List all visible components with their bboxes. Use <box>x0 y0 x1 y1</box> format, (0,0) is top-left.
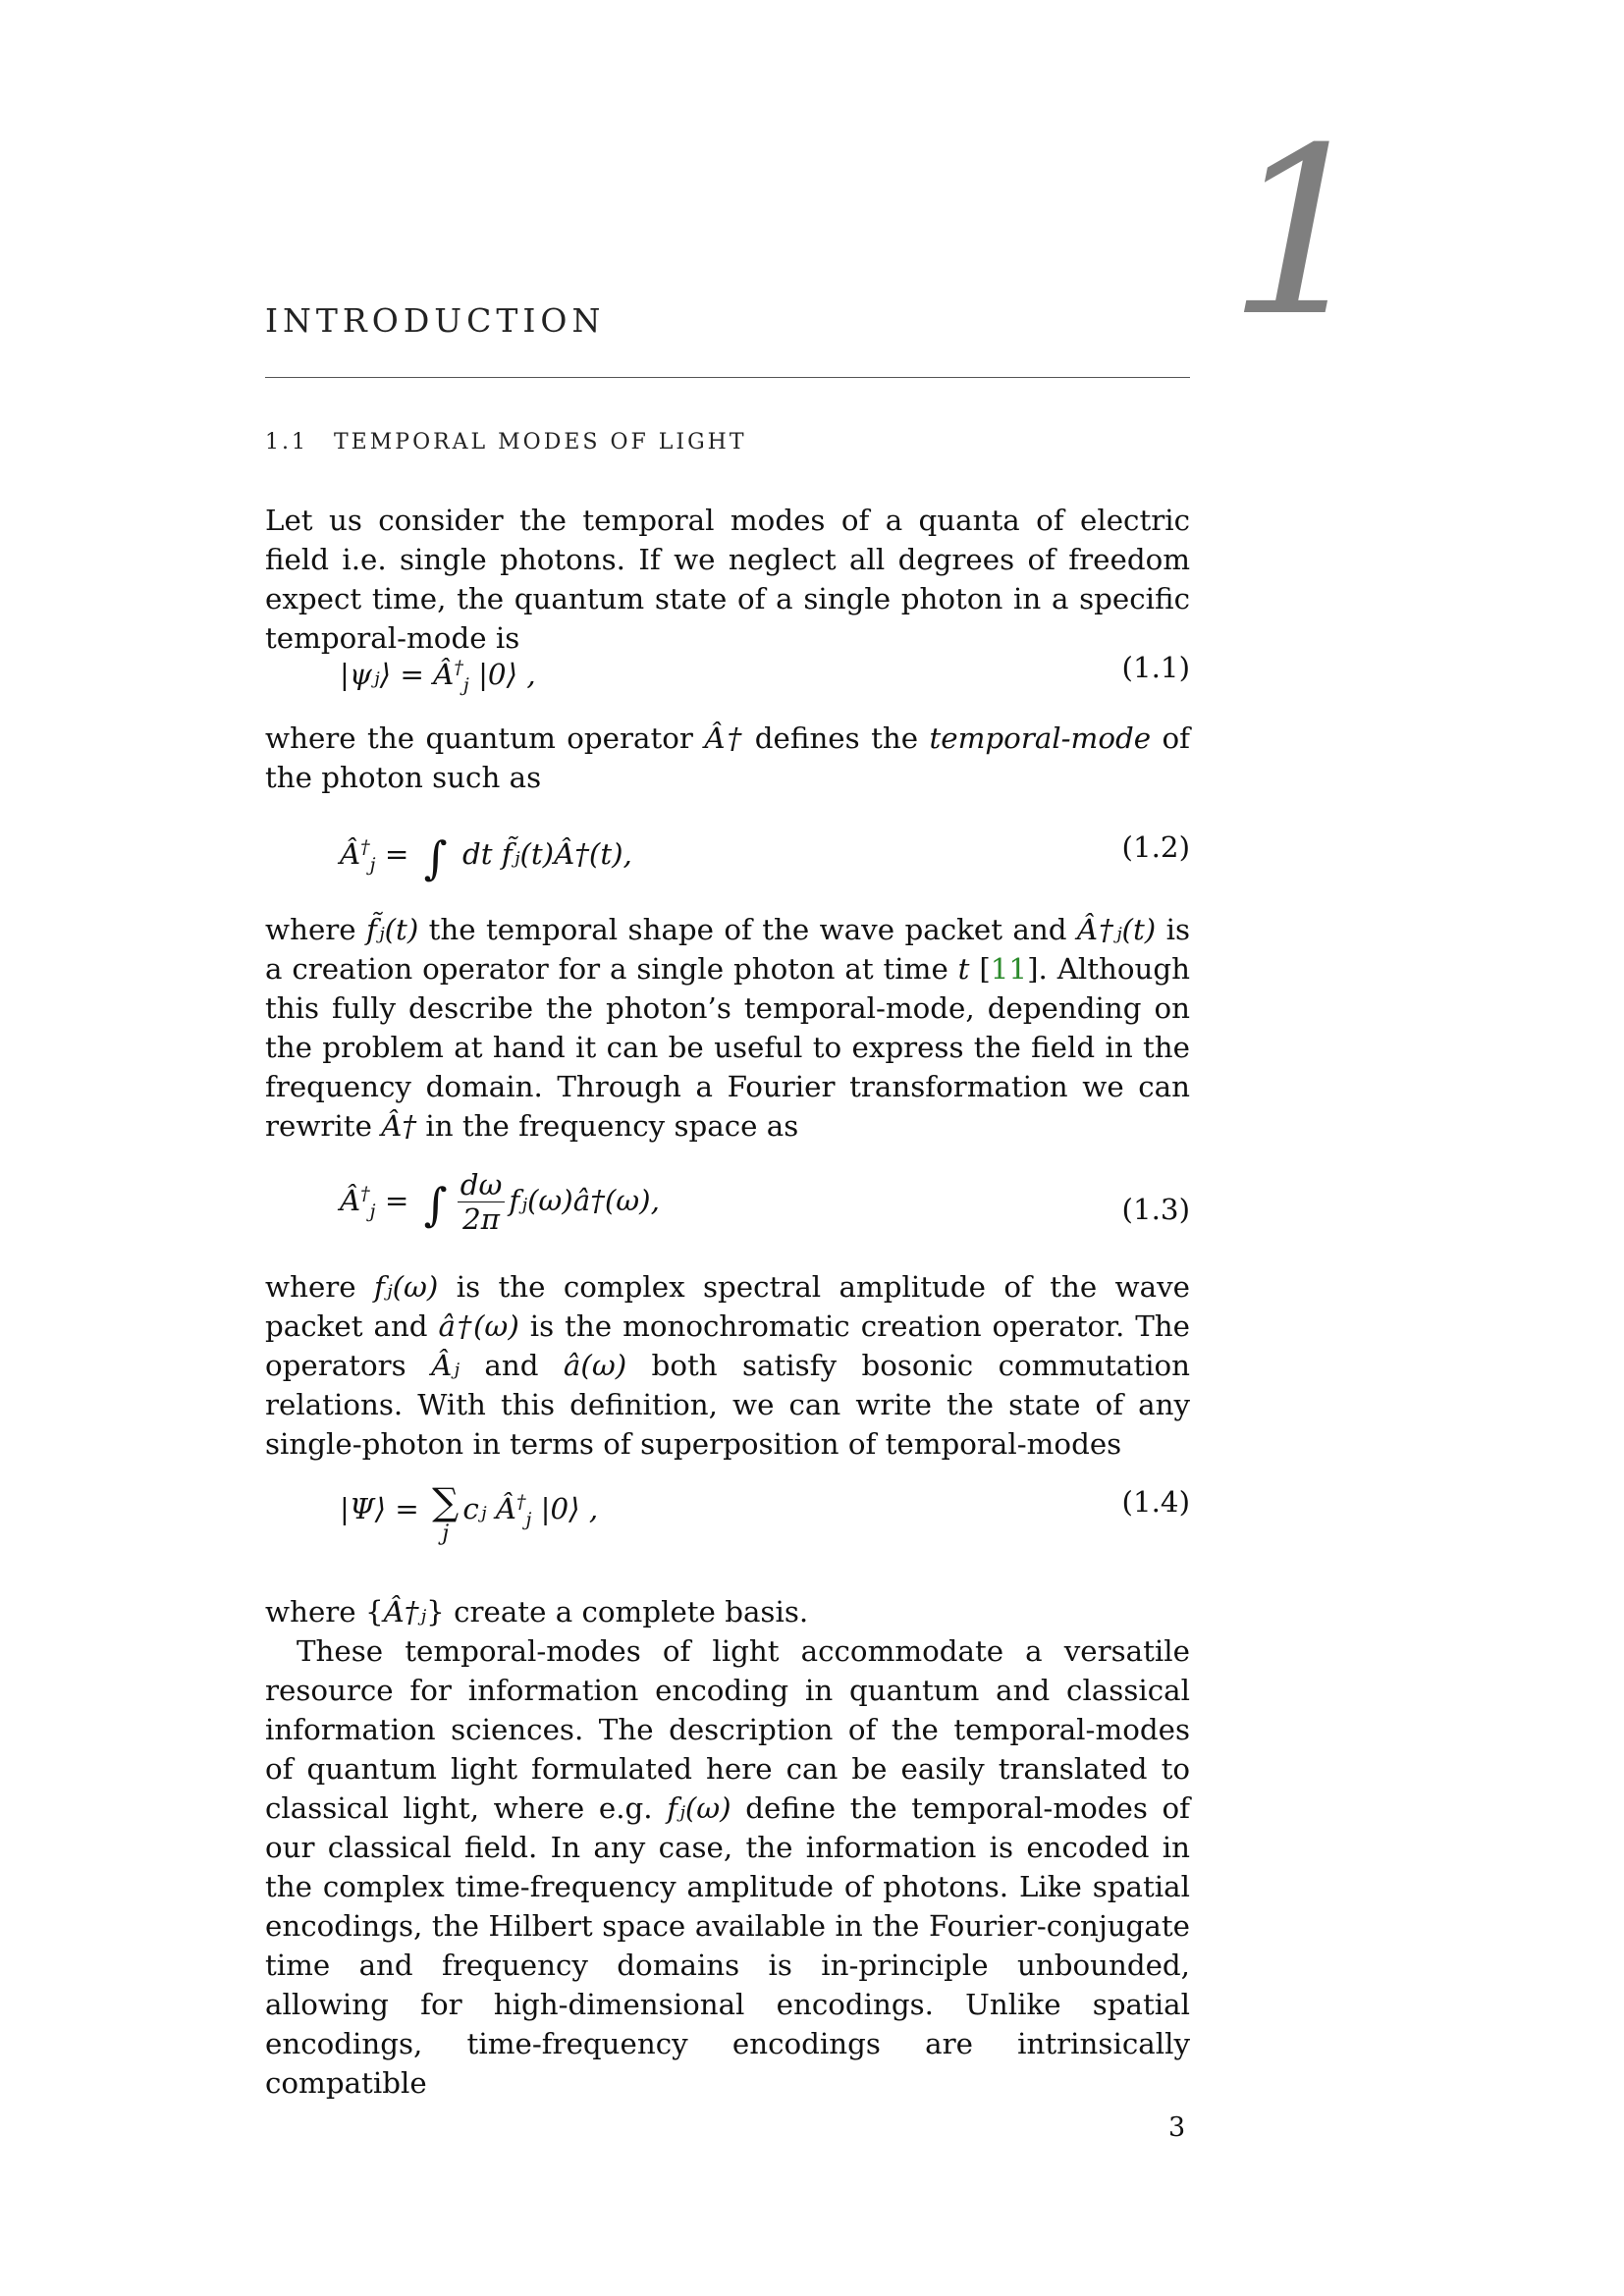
section-heading <box>265 430 747 454</box>
chapter-title: INTRODUCTION <box>265 301 606 340</box>
citation-link[interactable]: 11 <box>990 952 1028 986</box>
integral-sign: ∫ <box>423 1177 448 1231</box>
equation-number: (1.4) <box>1121 1485 1190 1519</box>
title-rule <box>265 377 1190 378</box>
equation-1-4: |Ψ⟩ = ∑ j cⱼ $Â^\dagger_j$ |0⟩ , (1.4) <box>340 1480 1190 1546</box>
paragraph-5: where {Â†ⱼ} create a complete basis. <box>265 1595 809 1629</box>
fraction: $\frac{d\omega}{2\pi}$ <box>458 1168 506 1236</box>
section-title: TEMPORAL MODES OF LIGHT <box>334 430 747 454</box>
paragraph-6: These temporal-modes of light accommodate a versatile resource for information encoding in quantum and classical information sciences. The description of the temporal-modes of quantum light formulated here can be easily translated to classical light, where e.g. fⱼ(ω) define the temporal-modes of our classical field. In any case, the information is encoded in the complex time-frequency amplitude of photons. Like spatial encodings, the Hilbert space available in the Fourier-conjugate time and frequency domains is in-principle unbounded, allowing for high-dimensional encodings. Unlike spatial encodings, time-frequency encodings are intrinsically compatible <box>265 1634 1190 2100</box>
section-number: 1.1 <box>265 430 308 454</box>
equation-1-1: |ψⱼ⟩ = $Â^\dagger_j$ |0⟩ , (1.1) <box>340 648 1190 705</box>
integral-sign: ∫ <box>423 830 448 884</box>
emphasis-temporal-mode: temporal-mode <box>929 721 1152 755</box>
paragraph-1: Let us consider the temporal modes of a quanta of electric field i.e. single photons. If we neglect all degrees of freedom expect time, the quantum state of a single photon in a specific temporal-mode is <box>265 504 1190 655</box>
equation-number: (1.3) <box>1121 1193 1190 1226</box>
chapter-number: 1 <box>1227 99 1375 367</box>
equation-1-2: $Â^\dagger_j$ = ∫ dt f̃ⱼ(t)Â†(t), (1.2) <box>340 828 1190 884</box>
equation-number: (1.1) <box>1121 651 1190 684</box>
equation-number: (1.2) <box>1121 830 1190 864</box>
paragraph-2: where the quantum operator Â† defines the temporal-mode of the photon such as <box>265 721 1190 794</box>
summation: ∑ j <box>432 1480 460 1546</box>
paragraph-3: where f̃ⱼ(t) the temporal shape of the wave packet and Â†ⱼ(t) is a creation operator for a single photon at time t [11]. Although this fully describe the photon’s temporal-mode, depending on the problem at hand it can be useful to express the field in the frequency domain. Through a Fourier transformation we can rewrite Â† in the frequency space as <box>265 913 1190 1143</box>
page-number: 3 <box>1168 2112 1186 2143</box>
paragraph-4: where fⱼ(ω) is the complex spectral amplitude of the wave packet and â†(ω) is the monochromatic creation operator. The operators Âⱼ and â(ω) both satisfy bosonic commutation relations. With this definition, we can write the state of any single-photon in terms of superposition of temporal-modes <box>265 1270 1191 1461</box>
equation-1-3: $Â^\dagger_j$ = ∫ $\frac{d\omega}{2\pi}$ fⱼ(ω)â†(ω), (1.3) <box>340 1168 1190 1236</box>
